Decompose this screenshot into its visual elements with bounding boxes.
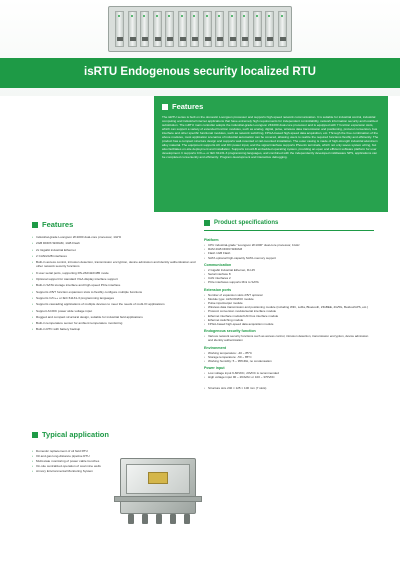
feature-item: • Built-in temperature sensor for ambient temperature monitoring <box>32 321 200 325</box>
port-icon <box>167 37 173 41</box>
cable-gland-icon <box>142 514 148 524</box>
enclosure-image <box>108 452 208 530</box>
spec-list <box>204 386 374 390</box>
heading-square-icon <box>162 104 168 110</box>
port-icon <box>192 37 198 41</box>
spec-item: • Ethernet switching module <box>204 318 374 322</box>
port-icon <box>230 37 236 41</box>
feature-item: • Built-in RTC with battery backup <box>32 327 200 331</box>
application-item: • Domestic replacement of oil field RTU <box>32 449 200 454</box>
spec-list <box>204 293 374 327</box>
feature-item: • Built-in SATA storage interface and high-speed PCIe interface <box>32 283 200 287</box>
port-icon <box>117 37 123 41</box>
spec-item: • Ethernet interface module/CAN bus interface module <box>204 314 374 318</box>
status-led-icon <box>193 15 195 17</box>
typical-heading <box>32 430 200 439</box>
spec-item: • RAM 2GB DDR3 SDRAM <box>204 247 374 251</box>
feature-item: • 2x Gigabit industrial Ethernet <box>32 248 200 252</box>
feature-item: • Supports cascading applications of multiple devices to meet the needs of multi-IO applications <box>32 302 200 306</box>
specs-heading <box>204 220 374 226</box>
specs-section <box>204 220 374 390</box>
spec-item: • Protocol conversion module/serial interface module <box>204 309 374 313</box>
port-icon <box>205 37 211 41</box>
port-icon <box>267 37 273 41</box>
port-icon <box>242 37 248 41</box>
spec-item: • 2 Gigabit Industrial Ethernet, RJ-45 <box>204 268 374 272</box>
status-led-icon <box>143 15 145 17</box>
port-icon <box>280 37 286 41</box>
cable-gland-icon <box>170 514 176 524</box>
feature-item: • Supports C/C++ or IEC 61131-3 programming languages <box>32 296 200 300</box>
cable-gland-icon <box>128 514 134 524</box>
spec-list <box>204 351 374 364</box>
intro-paragraph: The isRTU series is built on the domestic Loongson processor and supports high-speed network communication. It is suitable for industrial control, industrial computing and industrial Internet applications that have extremely high requirements for independent controllability, network information security and localized substitution. The isRTU main controller adopts the industrial-grade Loongson 2K1000 dual-core processor and is equipped with 7 function expansion slots, which can support a variety of extended function modules, such as analog, digital, pulse, wireless data transmission and positioning, protocol conversion, bus interface and other specific functional modules, such as network switching, FPGA-based high-speed data acquisition, etc. Through the free combination of the above modules, most application scenarios of industrial automation can be covered, allowing users to realize the required functions flexibly and efficiently. The product has a compact structure design and supports wall-mounted or rail-mounted installation. The outer casing is made of high-strength industrial aluminum alloy material. The equipment supports AC and DC power input, and the signal interface supports Phoenix terminals, which not only saves system wiring, but also facilitates on-site deployment and installation. Supports Linux/LB embedded operating system, providing an open and efficient software platform for user development. It supports C/C++ or IEC 61131-3 programming languages, and combined with the independently developed middleware SPS, applications can be completed conveniently and efficiently. Program development and interactive debugging. <box>162 115 379 159</box>
spec-item: • Storage temperature: -50 ~ 85°C <box>204 355 374 359</box>
feature-item: • Built-in access control, intrusion detection, transmission encryption, device admission and identity authentication and other network security functions <box>32 260 200 269</box>
page-title: isRTU Endogenous security localized RTU <box>84 66 316 78</box>
features-heading <box>32 220 200 229</box>
application-item: • Oil and gas long-distance pipeline RTU <box>32 454 200 459</box>
spec-item: • Serial interface 8 <box>204 272 374 276</box>
spec-list <box>204 334 374 342</box>
status-led-icon <box>218 15 220 17</box>
spec-category: Environment <box>204 345 226 350</box>
status-led-icon <box>268 15 270 17</box>
spec-item: • Number of expansion slots 2/5/7 optional <box>204 293 374 297</box>
cable-gland-icon <box>184 514 190 524</box>
spec-list <box>204 371 374 379</box>
spec-category: Communication <box>204 262 232 267</box>
status-led-icon <box>181 15 183 17</box>
status-led-icon <box>243 15 245 17</box>
rtu-rack-image <box>108 6 292 52</box>
spec-item: • High voltage input 90 ~ 264VAC or 100 ~ 370VDC <box>204 375 374 379</box>
spec-item: • Flash 1GB Flash <box>204 251 374 255</box>
spec-item: • PCIe interfaces supports Mini to SATA <box>204 280 374 284</box>
spec-item: • Low voltage input 9-60VDC, 24VDC is recommended <box>204 371 374 375</box>
features-section <box>32 220 200 334</box>
status-led-icon <box>281 15 283 17</box>
spec-item: • Structure size 240 × 125 × 100 mm (7 slots) <box>204 386 374 390</box>
spec-item: • FPGA-based high-speed data acquisition module <box>204 322 374 326</box>
intro-heading <box>162 102 380 111</box>
spec-item: • Pulse input/output module <box>204 301 374 305</box>
heading-square-icon <box>32 432 38 438</box>
spec-item: • Working humidity: 5 ~ 95%RH, no condensation <box>204 359 374 363</box>
feature-item: • Optional support for standard VGA display interface support <box>32 277 200 281</box>
spec-item: • Various network security functions such as access control, intrusion detection, transmission encryption, device admission and identity authentication <box>204 334 374 342</box>
status-led-icon <box>118 15 120 17</box>
status-led-icon <box>256 15 258 17</box>
spec-category: Endogenous security function <box>204 329 256 334</box>
specs-body <box>204 230 374 390</box>
status-led-icon <box>156 15 158 17</box>
intro-heading-text: Features <box>172 102 204 111</box>
port-icon <box>255 37 261 41</box>
heading-square-icon <box>204 220 210 226</box>
status-led-icon <box>131 15 133 17</box>
enclosure-mount <box>114 496 202 502</box>
features-heading-text: Features <box>42 220 74 229</box>
spec-item: • Module type: AI/AO/DI/DO module <box>204 297 374 301</box>
feature-item: • Supports 2/5/7 function expansion slots to flexibly configure multiple functions <box>32 290 200 294</box>
spec-category: Platform <box>204 238 219 242</box>
spec-item: • CPU industrial-grade "Loongson 2K1000" dual-core processor, 1GHz <box>204 243 374 247</box>
application-item: • Multi-state monitoring of power cable trenches <box>32 459 200 464</box>
port-icon <box>180 37 186 41</box>
features-list <box>32 235 200 332</box>
port-icon <box>155 37 161 41</box>
feature-item: • 2 CAN/2A/B interfaces <box>32 254 200 258</box>
port-icon <box>142 37 148 41</box>
specs-heading-text: Product specifications <box>214 220 279 226</box>
port-icon <box>130 37 136 41</box>
application-item: • On-site centralized operation of coal mine wells <box>32 464 200 469</box>
spec-category: Extension ports <box>204 287 232 292</box>
spec-category: Power input <box>204 366 225 371</box>
spec-item: • Working temperature: -40 ~ 85°C <box>204 351 374 355</box>
spec-item: • Wireless data transmission and positioning module (including WiFi, LoRa, Bluetooth, ZIGBEE, 4G/5G, Beidou/GPS, etc.) <box>204 305 374 309</box>
status-led-icon <box>231 15 233 17</box>
status-led-icon <box>168 15 170 17</box>
intro-panel <box>154 96 388 212</box>
spec-item: • SATA optional high-capacity SATA-memory support <box>204 256 374 260</box>
feature-item: • 9 user serial ports, supporting RS-232/422/485 mode <box>32 271 200 275</box>
cable-gland-icon <box>156 514 162 524</box>
application-item: • Armory Environmental Monitoring System <box>32 469 200 474</box>
spec-list <box>204 243 374 260</box>
enclosure-nameplate <box>148 472 168 484</box>
typical-heading-text: Typical application <box>42 430 109 439</box>
feature-item: • Industrial-grade Loongson 2K1000 dual-core processor, 1GHz <box>32 235 200 239</box>
feature-item: • Rugged and compact structural design, suitable for industrial field applications <box>32 315 200 319</box>
spec-item: • CAN interfaces 2 <box>204 276 374 280</box>
spec-list <box>204 268 374 285</box>
feature-item: • 2GB DDR3 SDRAM, 1GB Flash <box>32 241 200 245</box>
port-icon <box>217 37 223 41</box>
status-led-icon <box>206 15 208 17</box>
heading-square-icon <box>32 222 38 228</box>
feature-item: • Support AC/DC power wide voltage input <box>32 309 200 313</box>
